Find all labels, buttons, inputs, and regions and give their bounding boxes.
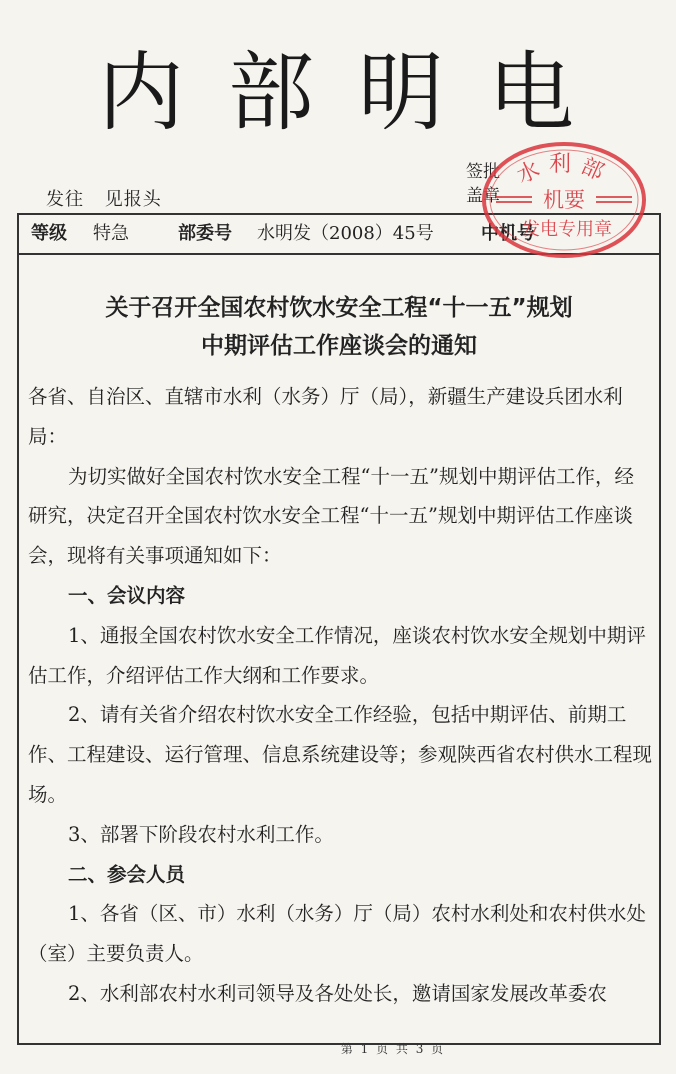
doc-number-label: 部委号 (178, 223, 232, 244)
paragraph: 为切实做好全国农村饮水安全工程“十一五”规划中期评估工作，经研究，决定召开全国农村饮水安全工程“十一五”规划中期评估工作座谈会，现将有关事项通知如下： (28, 464, 634, 568)
recipient-line (46, 185, 162, 211)
svg-text:水利部 (513, 152, 614, 189)
document-header-title: 内部明电 (98, 43, 618, 143)
sign-label: 签批 (466, 162, 500, 182)
paragraph: 各省、自治区、直辖市水利（水务）厅（局），新疆生产建设兵团水利局： (28, 385, 623, 448)
section-heading: 二、参会人员 (68, 862, 186, 886)
priority-value: 特急 (93, 223, 129, 244)
section-heading: 一、会议内容 (68, 583, 186, 607)
seal-middle-text: 机要 (543, 188, 585, 212)
machine-number-label: 中机号 (481, 223, 535, 244)
paragraph: 1、通报全国农村饮水安全工作情况，座谈农村饮水安全规划中期评估工作，介绍评估工作大纲和工作要求。 (28, 623, 646, 687)
paragraph: 2、请有关省介绍农村饮水安全工作经验，包括中期评估、前期工作、工程建设、运行管理、信息系统建设等；参观陕西省农村供水工程现场。 (28, 703, 653, 806)
official-seal-stamp (474, 134, 652, 260)
seal-bottom-text: 发电专用章 (522, 219, 612, 240)
recipient-value: 见报头 (104, 189, 162, 210)
recipient-label: 发往 (46, 189, 84, 210)
doc-number-value: 水明发（2008）45号 (257, 223, 434, 244)
document-frame (17, 213, 661, 1045)
paragraph: 3、部署下阶段农村水利工作。 (68, 822, 334, 846)
notice-body (28, 377, 652, 1014)
notice-title-line-2: 中期评估工作座谈会的通知 (201, 333, 477, 359)
paragraph: 2、水利部农村水利司领导及各处处长，邀请国家发展改革委农 (68, 981, 607, 1005)
paragraph: 1、各省（区、市）水利（水务）厅（局）农村水利处和农村供水处（室）主要负责人。 (28, 902, 646, 966)
notice-title-line-1: 关于召开全国农村饮水安全工程“十一五”规划 (105, 295, 573, 321)
seal-top-text: 水利部 (513, 152, 615, 189)
seal-label: 盖章 (466, 186, 500, 206)
notice-title (19, 289, 659, 365)
priority-label: 等级 (31, 223, 67, 244)
page-number: 第 1 页 共 3 页 (340, 1042, 446, 1056)
